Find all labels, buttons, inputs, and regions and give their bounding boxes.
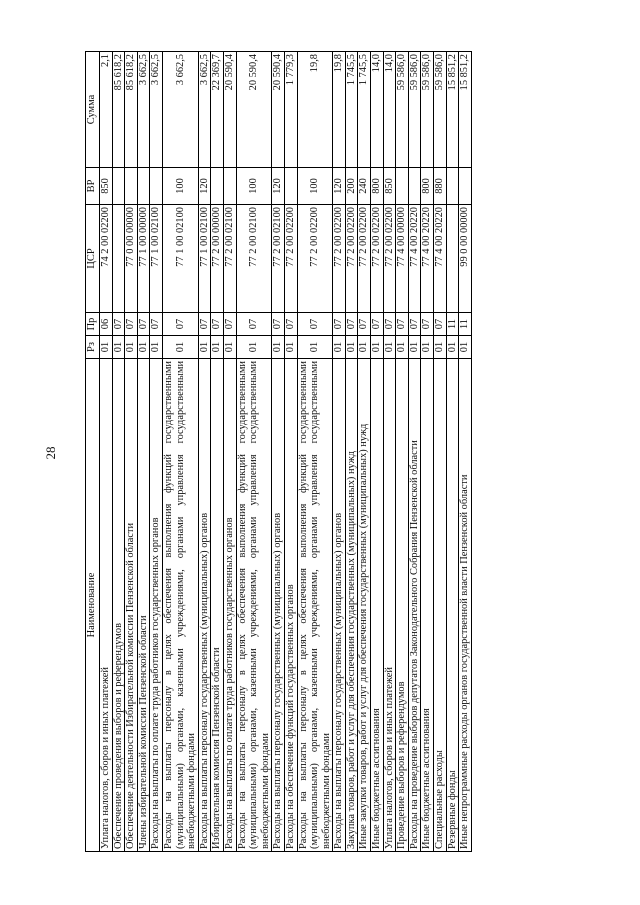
cell-sum: 14,0 — [383, 52, 396, 168]
table-row — [236, 52, 272, 852]
cell-csr: 74 2 00 02200 — [100, 205, 113, 313]
table-row — [446, 52, 459, 852]
table-row — [162, 52, 198, 852]
cell-csr: 77 4 00 20220 — [408, 205, 421, 313]
cell-csr: 77 2 00 02100 — [223, 205, 236, 313]
cell-rz: 01 — [284, 336, 297, 359]
cell-sum: 1 745,5 — [345, 52, 358, 168]
cell-rz: 01 — [358, 336, 371, 359]
cell-vr — [223, 168, 236, 205]
table-row — [223, 52, 236, 852]
cell-csr: 99 0 00 00000 — [459, 205, 472, 313]
cell-csr: 77 2 00 02200 — [371, 205, 384, 313]
cell-pr: 07 — [396, 313, 409, 336]
cell-sum: 59 586,0 — [396, 52, 409, 168]
cell-rz: 01 — [125, 336, 138, 359]
cell-pr: 07 — [434, 313, 447, 336]
cell-vr — [125, 168, 138, 205]
table-row — [211, 52, 224, 852]
cell-name: Обеспечение деятельности Избирательной комиссии Пензенской области — [125, 359, 138, 852]
cell-vr: 880 — [434, 168, 447, 205]
cell-pr: 11 — [446, 313, 459, 336]
rotated-table-wrapper — [85, 52, 560, 852]
cell-vr — [150, 168, 163, 205]
cell-sum: 85 618,2 — [112, 52, 125, 168]
cell-csr: 77 1 00 00000 — [137, 205, 150, 313]
cell-sum: 15 851,2 — [459, 52, 472, 168]
cell-vr — [137, 168, 150, 205]
cell-csr — [446, 205, 459, 313]
cell-pr: 07 — [284, 313, 297, 336]
cell-pr: 07 — [358, 313, 371, 336]
cell-name: Расходы на выплаты персоналу государственных (муниципальных) органов — [333, 359, 346, 852]
cell-name: Иные непрограммные расходы органов государственной власти Пензенской области — [459, 359, 472, 852]
cell-name: Расходы на выплаты персоналу в целях обеспечения выполнения функций государственными (муниципальными) органами, казенными учреждениями, органами управления государственными внебюджетными фондами — [297, 359, 333, 852]
cell-pr: 07 — [297, 313, 333, 336]
cell-rz: 01 — [112, 336, 125, 359]
cell-csr: 77 4 00 00000 — [396, 205, 409, 313]
cell-rz: 01 — [421, 336, 434, 359]
cell-sum: 15 851,2 — [446, 52, 459, 168]
header-pr: Пр — [86, 313, 100, 336]
table-row — [272, 52, 285, 852]
table-row — [297, 52, 333, 852]
cell-pr: 07 — [223, 313, 236, 336]
cell-pr: 07 — [236, 313, 272, 336]
table-row — [358, 52, 371, 852]
table-row — [408, 52, 421, 852]
cell-vr: 240 — [358, 168, 371, 205]
cell-name: Иные закупки товаров, работ и услуг для обеспечения государственных (муниципальных) нужд — [358, 359, 371, 852]
cell-name: Расходы на выплаты по оплате труда работников государственных органов — [150, 359, 163, 852]
cell-vr: 200 — [345, 168, 358, 205]
cell-rz: 01 — [371, 336, 384, 359]
cell-rz: 01 — [162, 336, 198, 359]
cell-name: Расходы на выплаты персоналу государственных (муниципальных) органов — [272, 359, 285, 852]
cell-rz: 01 — [459, 336, 472, 359]
rotated-table-container — [85, 52, 560, 852]
cell-vr — [408, 168, 421, 205]
cell-csr: 77 0 00 00000 — [125, 205, 138, 313]
cell-sum: 22 369,7 — [211, 52, 224, 168]
cell-name: Проведение выборов и референдумов — [396, 359, 409, 852]
cell-name: Расходы на выплаты персоналу в целях обеспечения выполнения функций государственными (муниципальными) органами, казенными учреждениями, органами управления государственными внебюджетными фондами — [162, 359, 198, 852]
cell-rz: 01 — [383, 336, 396, 359]
cell-vr — [396, 168, 409, 205]
cell-name: Расходы на обеспечение функций государственных органов — [284, 359, 297, 852]
header-vr: ВР — [86, 168, 100, 205]
cell-pr: 06 — [100, 313, 113, 336]
cell-rz: 01 — [236, 336, 272, 359]
cell-rz: 01 — [223, 336, 236, 359]
table-row — [459, 52, 472, 852]
cell-pr: 07 — [112, 313, 125, 336]
cell-pr: 07 — [162, 313, 198, 336]
cell-pr: 07 — [150, 313, 163, 336]
table-row — [137, 52, 150, 852]
cell-csr: 77 2 00 02100 — [272, 205, 285, 313]
cell-name: Расходы на выплаты персоналу государственных (муниципальных) органов — [198, 359, 211, 852]
cell-name: Уплата налогов, сборов и иных платежей — [100, 359, 113, 852]
cell-pr: 07 — [125, 313, 138, 336]
cell-sum: 59 586,0 — [408, 52, 421, 168]
cell-rz: 01 — [297, 336, 333, 359]
cell-vr — [211, 168, 224, 205]
table-row — [125, 52, 138, 852]
cell-vr: 100 — [297, 168, 333, 205]
cell-pr: 07 — [333, 313, 346, 336]
cell-pr: 11 — [459, 313, 472, 336]
cell-pr: 07 — [272, 313, 285, 336]
cell-sum: 19,8 — [297, 52, 333, 168]
cell-csr: 77 2 00 02100 — [236, 205, 272, 313]
cell-csr: 77 2 00 02200 — [345, 205, 358, 313]
cell-sum: 59 586,0 — [421, 52, 434, 168]
header-row — [86, 52, 100, 852]
header-name: Наименование — [86, 359, 100, 852]
page-number: 28 — [43, 446, 58, 460]
cell-csr: 77 4 00 20220 — [434, 205, 447, 313]
cell-pr: 07 — [198, 313, 211, 336]
cell-sum: 20 590,4 — [236, 52, 272, 168]
table-row — [333, 52, 346, 852]
table-row — [150, 52, 163, 852]
cell-name: Расходы на выплаты по оплате труда работников государственных органов — [223, 359, 236, 852]
cell-vr: 100 — [236, 168, 272, 205]
cell-name: Специальные расходы — [434, 359, 447, 852]
cell-pr: 07 — [408, 313, 421, 336]
cell-name: Расходы на проведение выборов депутатов Законодательного Собрания Пензенской области — [408, 359, 421, 852]
cell-vr: 800 — [421, 168, 434, 205]
cell-sum: 85 618,2 — [125, 52, 138, 168]
cell-name: Уплата налогов, сборов и иных платежей — [383, 359, 396, 852]
cell-rz: 01 — [345, 336, 358, 359]
cell-vr: 850 — [100, 168, 113, 205]
cell-rz: 01 — [137, 336, 150, 359]
cell-sum: 14,0 — [371, 52, 384, 168]
table-row — [284, 52, 297, 852]
cell-csr: 77 1 00 02100 — [198, 205, 211, 313]
cell-name: Обеспечение проведения выборов и референдумов — [112, 359, 125, 852]
cell-sum: 59 586,0 — [434, 52, 447, 168]
cell-sum: 19,8 — [333, 52, 346, 168]
cell-csr: 77 2 00 02200 — [284, 205, 297, 313]
cell-pr: 07 — [421, 313, 434, 336]
cell-csr: 77 4 00 20220 — [421, 205, 434, 313]
cell-vr: 120 — [333, 168, 346, 205]
cell-rz: 01 — [434, 336, 447, 359]
cell-vr — [446, 168, 459, 205]
cell-sum: 1 745,5 — [358, 52, 371, 168]
cell-sum: 20 590,4 — [272, 52, 285, 168]
cell-sum: 3 662,5 — [198, 52, 211, 168]
table-row — [100, 52, 113, 852]
cell-rz: 01 — [408, 336, 421, 359]
cell-rz: 01 — [333, 336, 346, 359]
cell-rz: 01 — [396, 336, 409, 359]
table-header — [86, 52, 100, 852]
cell-name: Резервные фонды — [446, 359, 459, 852]
cell-sum: 1 779,3 — [284, 52, 297, 168]
cell-pr: 07 — [371, 313, 384, 336]
cell-vr: 100 — [162, 168, 198, 205]
budget-table — [85, 51, 472, 852]
cell-vr: 120 — [272, 168, 285, 205]
cell-pr: 07 — [211, 313, 224, 336]
cell-name: Избирательная комиссия Пензенской области — [211, 359, 224, 852]
table-row — [345, 52, 358, 852]
cell-rz: 01 — [446, 336, 459, 359]
cell-name: Иные бюджетные ассигнования — [421, 359, 434, 852]
table-row — [371, 52, 384, 852]
cell-csr — [112, 205, 125, 313]
cell-csr: 77 2 00 02200 — [383, 205, 396, 313]
cell-rz: 01 — [211, 336, 224, 359]
table-body — [100, 52, 472, 852]
cell-sum: 2,1 — [100, 52, 113, 168]
cell-csr: 77 2 00 00000 — [211, 205, 224, 313]
cell-sum: 3 662,5 — [137, 52, 150, 168]
cell-name: Члены избирательной комиссии Пензенской области — [137, 359, 150, 852]
cell-rz: 01 — [198, 336, 211, 359]
cell-sum: 20 590,4 — [223, 52, 236, 168]
cell-vr — [284, 168, 297, 205]
table-row — [112, 52, 125, 852]
cell-pr: 07 — [383, 313, 396, 336]
cell-name: Закупка товаров, работ и услуг для обеспечения государственных (муниципальных) нужд — [345, 359, 358, 852]
table-row — [396, 52, 409, 852]
cell-rz: 01 — [100, 336, 113, 359]
header-csr: ЦСР — [86, 205, 100, 313]
cell-sum: 3 662,5 — [150, 52, 163, 168]
header-rz: Рз — [86, 336, 100, 359]
cell-csr: 77 2 00 02200 — [333, 205, 346, 313]
cell-rz: 01 — [272, 336, 285, 359]
cell-csr: 77 2 00 02200 — [297, 205, 333, 313]
header-sum: Сумма — [86, 52, 100, 168]
table-row — [198, 52, 211, 852]
cell-pr: 07 — [345, 313, 358, 336]
cell-csr: 77 1 00 02100 — [150, 205, 163, 313]
cell-pr: 07 — [137, 313, 150, 336]
cell-sum: 3 662,5 — [162, 52, 198, 168]
cell-name: Иные бюджетные ассигнования — [371, 359, 384, 852]
cell-vr — [112, 168, 125, 205]
cell-vr: 800 — [371, 168, 384, 205]
table-row — [383, 52, 396, 852]
table-row — [434, 52, 447, 852]
table-row — [421, 52, 434, 852]
cell-vr: 850 — [383, 168, 396, 205]
cell-name: Расходы на выплаты персоналу в целях обеспечения выполнения функций государственными (муниципальными) органами, казенными учреждениями, органами управления государственными внебюджетными фондами — [236, 359, 272, 852]
cell-vr: 120 — [198, 168, 211, 205]
cell-vr — [459, 168, 472, 205]
cell-csr: 77 1 00 02100 — [162, 205, 198, 313]
cell-csr: 77 2 00 02200 — [358, 205, 371, 313]
cell-rz: 01 — [150, 336, 163, 359]
